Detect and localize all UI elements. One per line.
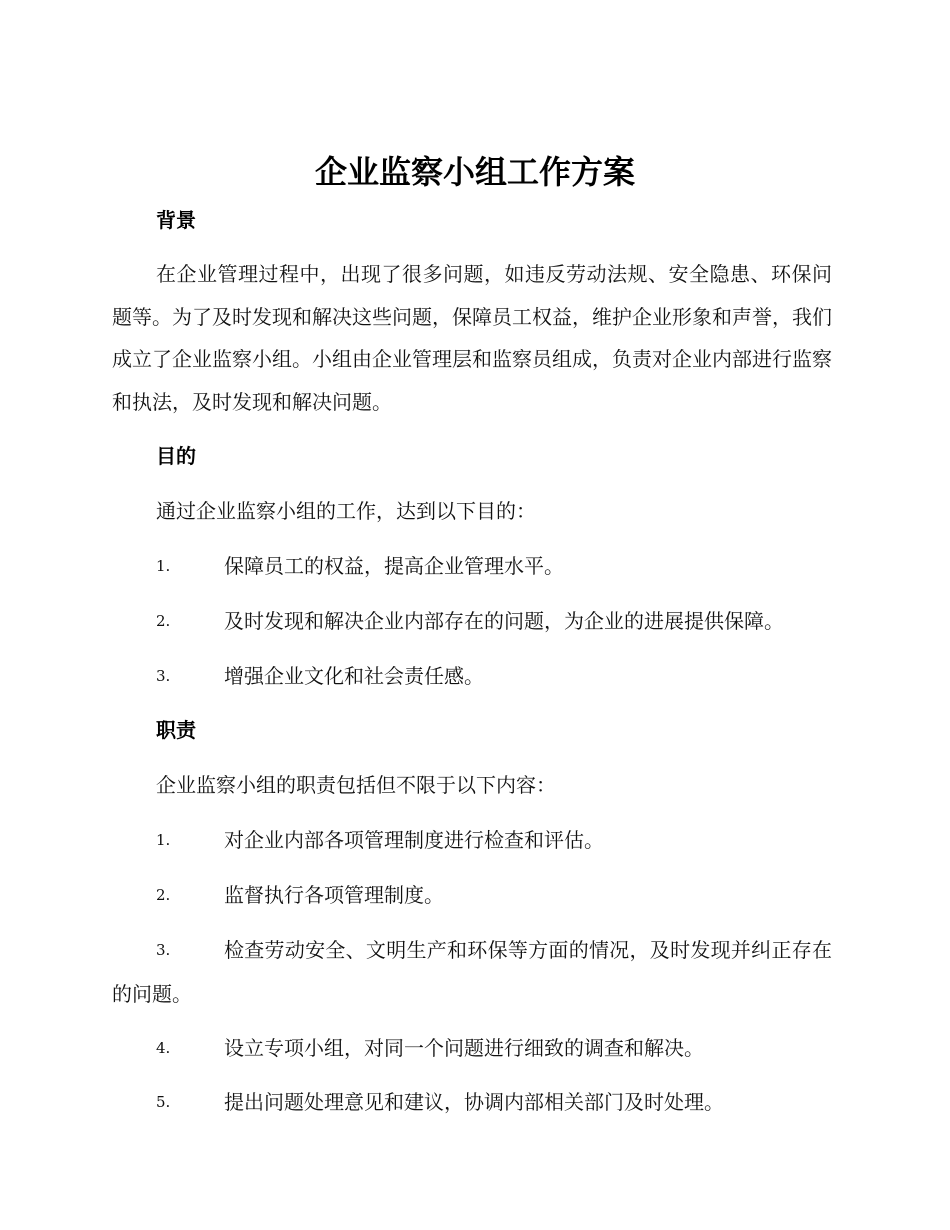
list-item bbox=[112, 818, 832, 862]
list-item-number: 2. bbox=[156, 612, 171, 630]
list-item bbox=[112, 654, 832, 698]
duties-intro: 企业监察小组的职责包括但不限于以下内容： bbox=[156, 773, 556, 797]
list-item-number: 4. bbox=[156, 1039, 171, 1057]
document-title: 企业监察小组工作方案 bbox=[314, 153, 635, 191]
section-heading-duties: 职责 bbox=[156, 718, 196, 742]
list-item bbox=[112, 1080, 832, 1124]
list-item-text: 检查劳动安全、文明生产和环保等方面的情况，及时发现并纠正存在的问题。 bbox=[112, 938, 832, 1006]
list-item-number: 5. bbox=[156, 1093, 171, 1111]
purpose-intro: 通过企业监察小组的工作，达到以下目的： bbox=[156, 499, 536, 523]
list-item bbox=[112, 599, 832, 643]
list-item-text: 增强企业文化和社会责任感。 bbox=[224, 664, 484, 688]
list-item bbox=[112, 873, 832, 917]
list-item-number: 3. bbox=[156, 941, 171, 959]
list-item-text: 提出问题处理意见和建议，协调内部相关部门及时处理。 bbox=[224, 1090, 724, 1114]
list-item-text: 监督执行各项管理制度。 bbox=[224, 883, 444, 907]
list-item bbox=[112, 928, 832, 1016]
section-heading-background: 背景 bbox=[156, 208, 196, 232]
background-paragraph: 在企业管理过程中，出现了很多问题，如违反劳动法规、安全隐患、环保问题等。为了及时发现和解决这些问题，保障员工权益，维护企业形象和声誉，我们成立了企业监察小组。小组由企业管理层和监察员组成，负责对企业内部进行监察和执法，及时发现和解决问题。 bbox=[112, 262, 832, 414]
list-item bbox=[112, 1026, 832, 1070]
list-item-number: 3. bbox=[156, 667, 171, 685]
list-item-text: 设立专项小组，对同一个问题进行细致的调查和解决。 bbox=[224, 1036, 704, 1060]
section-heading-purpose: 目的 bbox=[156, 444, 196, 468]
list-item-number: 1. bbox=[156, 831, 171, 849]
list-item-text: 对企业内部各项管理制度进行检查和评估。 bbox=[224, 828, 604, 852]
list-item-text: 及时发现和解决企业内部存在的问题，为企业的进展提供保障。 bbox=[224, 609, 784, 633]
list-item-number: 2. bbox=[156, 886, 171, 904]
list-item-text: 保障员工的权益，提高企业管理水平。 bbox=[224, 554, 564, 578]
list-item-number: 1. bbox=[156, 557, 171, 575]
list-item bbox=[112, 544, 832, 588]
